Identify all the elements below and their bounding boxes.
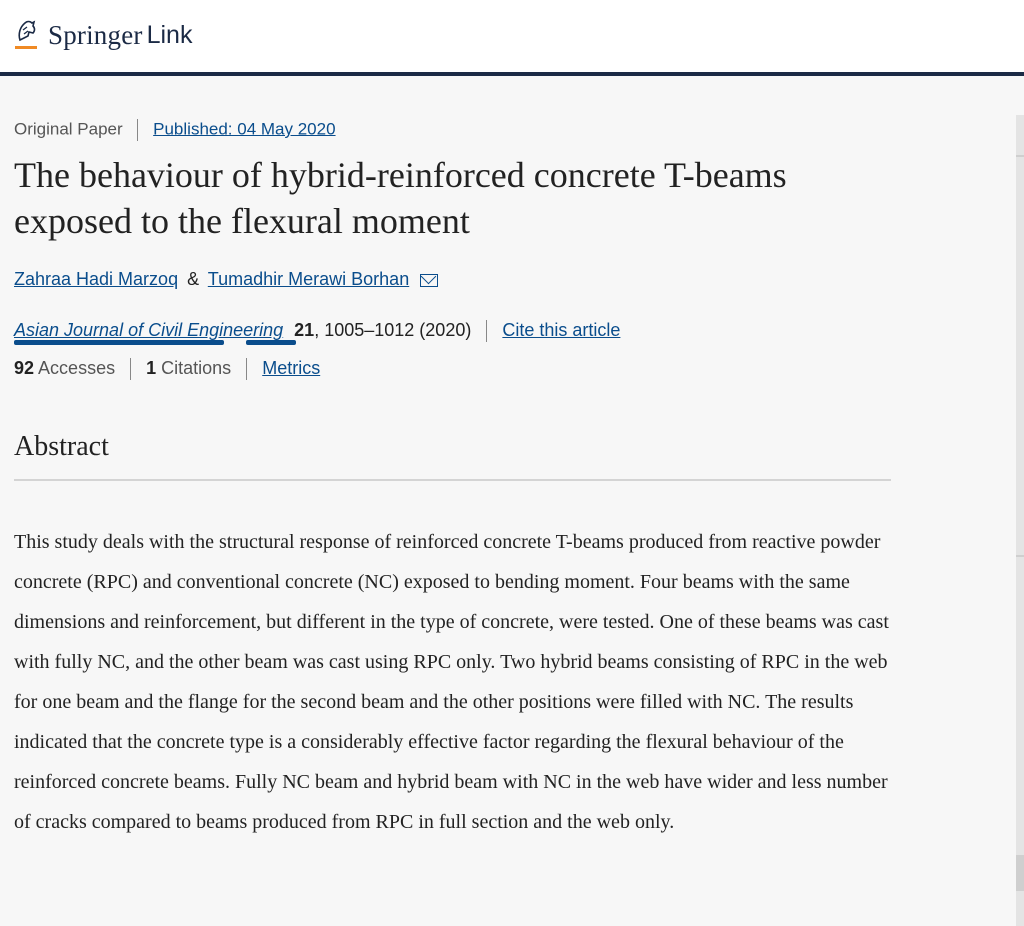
article-title: The behaviour of hybrid-reinforced concrete T-beams exposed to the flexural moment	[14, 155, 787, 241]
rail-scroll-marker	[1016, 855, 1024, 891]
accesses-count: 92	[14, 358, 35, 378]
rail-divider	[1016, 155, 1024, 157]
side-panel-edge	[1016, 115, 1024, 926]
pages-year: , 1005–1012 (2020)	[314, 320, 472, 340]
citations-label: Citations	[161, 358, 232, 378]
article-metrics	[14, 358, 320, 380]
divider	[130, 358, 131, 380]
author-list	[14, 269, 438, 290]
highlight-bar	[246, 340, 296, 345]
rail-divider	[1016, 555, 1024, 557]
author-link-2[interactable]: Tumadhir Merawi Borhan	[207, 269, 410, 289]
divider	[486, 320, 487, 342]
article-meta	[14, 119, 336, 141]
abstract-text: This study deals with the structural response of reinforced concrete T-beams produced from reactive powder concrete (RPC) and conventional concrete (NC) exposed to bending moment. Four beams with the same dimensions and reinforcement, but different in the type of concrete, were tested. One of these beams was cast with fully NC, and the other beam was cast using RPC only. Two hybrid beams consisting of RPC in the web for one beam and the flange for the second beam and the other positions were filled with NC. The results indicated that the concrete type is a considerably effective factor regarding the flexural behaviour of the reinforced concrete beams. Fully NC beam and hybrid beam with NC in the web have wider and less number of cracks compared to beams produced from RPC in full section and the web only.	[14, 531, 889, 833]
brand-suffix: Link	[146, 20, 193, 49]
published-date-link[interactable]: Published: 04 May 2020	[153, 119, 336, 139]
brand-name: Springer	[48, 19, 143, 50]
section-divider	[14, 479, 891, 481]
volume-number: 21	[294, 320, 315, 340]
email-icon[interactable]	[420, 274, 438, 287]
author-link-1[interactable]: Zahraa Hadi Marzoq	[14, 269, 179, 289]
metrics-link[interactable]: Metrics	[262, 358, 321, 378]
journal-link[interactable]: Asian Journal of Civil Engineering	[14, 320, 284, 340]
author-separator: &	[187, 269, 200, 289]
springer-horse-icon	[14, 18, 40, 52]
divider	[137, 119, 138, 141]
highlight-bar	[14, 340, 224, 345]
article-type: Original Paper	[14, 119, 123, 139]
accesses-label: Accesses	[38, 358, 116, 378]
journal-info	[14, 320, 620, 342]
springer-link-logo[interactable]	[14, 18, 192, 52]
divider	[246, 358, 247, 380]
cite-article-link[interactable]: Cite this article	[502, 320, 621, 340]
site-header	[0, 0, 1024, 76]
abstract-heading: Abstract	[14, 431, 109, 462]
citations-count: 1	[146, 358, 157, 378]
